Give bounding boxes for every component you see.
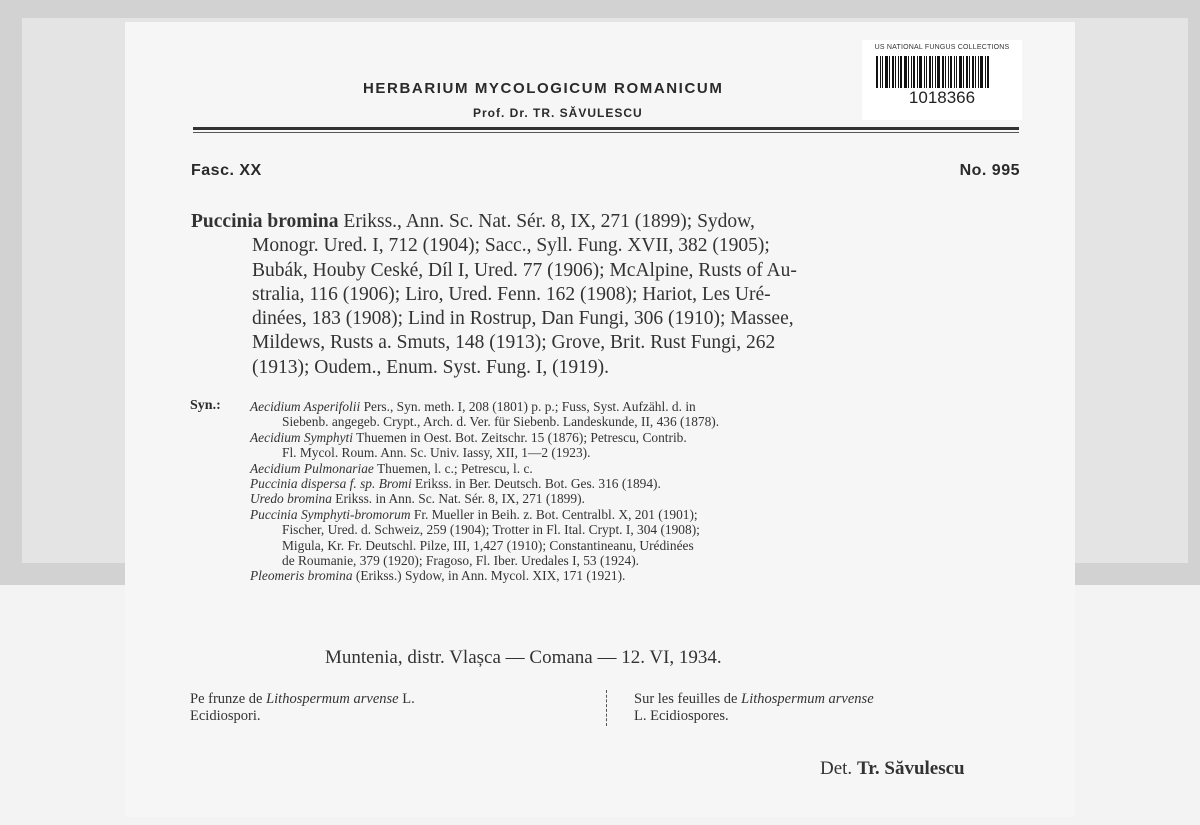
barcode-bar	[945, 56, 946, 88]
barcode-bar	[919, 56, 922, 88]
barcode-bar	[966, 56, 968, 88]
citation-line-7: (1913); Oudem., Enum. Syst. Fung. I, (1919).	[252, 356, 609, 378]
synonym-line	[250, 476, 1030, 491]
synonym-line	[250, 568, 1030, 583]
synonym-name: Puccinia dispersa f. sp. Bromi	[250, 476, 412, 492]
citation-line-4: stralia, 116 (1906); Liro, Ured. Fenn. 162 (1908); Hariot, Les Uré-	[252, 283, 771, 305]
taxon-name: Puccinia bromina	[191, 211, 339, 232]
synonym-text: Fr. Mueller in Beih. z. Bot. Centralbl. X, 201 (1901);	[410, 506, 698, 522]
host-text: Sur les feuilles de	[634, 691, 742, 707]
barcode-number: 1018366	[908, 88, 976, 107]
herbarium-title: HERBARIUM MYCOLOGICUM ROMANICUM	[363, 80, 724, 97]
determiner-name: Tr. Săvulescu	[856, 758, 965, 779]
barcode-bar	[908, 56, 909, 88]
citation-line-6: Mildews, Rusts a. Smuts, 148 (1913); Grove, Brit. Rust Fungi, 262	[252, 332, 776, 354]
determiner-prefix: Det.	[820, 758, 857, 779]
barcode-bar	[969, 56, 970, 88]
barcode-bar	[935, 56, 936, 88]
barcode-sticker	[862, 40, 1022, 120]
synonym-line: Fl. Mycol. Roum. Ann. Sc. Univ. Iassy, XII, 1—2 (1923).	[282, 445, 591, 461]
barcode-bar	[900, 56, 902, 88]
synonym-line	[250, 399, 1030, 414]
synonym-name: Aecidium Pulmonariae	[250, 460, 374, 476]
barcode-bar	[898, 56, 899, 88]
exsiccata-number: No. 995	[959, 162, 1020, 179]
barcode-bar	[972, 56, 974, 88]
barcode-bar	[876, 56, 878, 88]
barcode-bar	[950, 56, 952, 88]
host-line	[634, 691, 1034, 708]
barcode-bar	[904, 56, 907, 88]
synonym-line: Fischer, Ured. d. Schweiz, 259 (1904); Trotter in Fl. Ital. Crypt. I, 304 (1908);	[282, 522, 700, 538]
host-text: L.	[398, 691, 415, 707]
column-divider	[606, 690, 608, 726]
synonym-text: Thuemen, l. c.; Petrescu, l. c.	[373, 460, 533, 476]
synonym-text: Pers., Syn. meth. I, 208 (1801) p. p.; Fuss, Syst. Aufzähl. d. in	[360, 399, 696, 414]
barcode-bar	[987, 56, 989, 88]
barcode-bar	[959, 56, 962, 88]
barcode-bar	[911, 56, 912, 88]
synonym-line: Migula, Kr. Fr. Deutschl. Pilze, III, 1,427 (1910); Constantineanu, Urédinées	[282, 537, 694, 553]
barcode-bar	[980, 56, 983, 88]
barcode-bar	[978, 56, 979, 88]
synonym-name: Aecidium Symphyti	[250, 429, 353, 445]
barcode-caption: US NATIONAL FUNGUS COLLECTIONS	[874, 44, 1010, 51]
synonym-name: Uredo bromina	[250, 491, 332, 507]
barcode-bar	[975, 56, 976, 88]
barcode-bar	[963, 56, 964, 88]
host-line: Ecidiospori.	[190, 708, 261, 724]
citation-line-3: Bubák, Houby Ceské, Díl I, Ured. 77 (1906); McAlpine, Rusts of Au-	[252, 259, 797, 281]
citation-line-1	[191, 210, 1023, 234]
header-rule-thick	[193, 127, 1019, 130]
barcode-bar	[954, 56, 955, 88]
synonym-text: Erikss. in Ann. Sc. Nat. Sér. 8, IX, 271 (1899).	[331, 491, 585, 507]
header-rule-thin	[193, 132, 1019, 133]
host-plant-name: Lithospermum arvense	[266, 691, 399, 707]
barcode-bar	[948, 56, 949, 88]
host-text: Pe frunze de	[190, 691, 267, 707]
determiner	[820, 758, 1040, 780]
host-plant-name: Lithospermum arvense	[741, 691, 874, 707]
barcode-bar	[917, 56, 918, 88]
barcode-bar	[932, 56, 933, 88]
collection-locality: Muntenia, distr. Vlașca — Comana — 12. VI, 1934.	[325, 647, 722, 668]
host-line	[190, 691, 590, 708]
synonym-name: Pleomeris bromina	[250, 568, 353, 584]
citation-line-5: dinées, 183 (1908); Lind in Rostrup, Dan Fungi, 306 (1910); Massee,	[252, 308, 794, 330]
barcode-bar	[913, 56, 915, 88]
barcode-bar	[985, 56, 986, 88]
barcode-bar	[895, 56, 896, 88]
host-romanian	[190, 691, 590, 725]
barcode-bar	[929, 56, 931, 88]
barcode-bar	[880, 56, 881, 88]
synonyms-list	[250, 399, 1030, 584]
barcode-bar	[942, 56, 944, 88]
barcode-bar	[882, 56, 883, 88]
synonym-line	[250, 461, 1030, 476]
barcode-bar	[892, 56, 894, 88]
barcode-bar	[885, 56, 888, 88]
synonym-line: de Roumanie, 379 (1920); Fragoso, Fl. Iber. Uredales I, 53 (1924).	[282, 553, 640, 569]
host-french	[634, 691, 1034, 725]
synonym-line: Siebenb. angegeb. Crypt., Arch. d. Ver. für Siebenb. Landeskunde, II, 436 (1878).	[282, 414, 720, 430]
synonyms-label: Syn.:	[190, 398, 221, 413]
barcode-bar	[956, 56, 957, 88]
main-citation	[191, 210, 1023, 380]
synonym-name: Puccinia Symphyti-bromorum	[250, 506, 411, 522]
fascicle-number: Fasc. XX	[191, 162, 262, 179]
synonym-line	[250, 491, 1030, 506]
host-line: L. Ecidiospores.	[634, 708, 729, 724]
synonym-text: Thuemen in Oest. Bot. Zeitschr. 15 (1876); Petrescu, Contrib.	[353, 429, 687, 445]
synonym-name: Aecidium Asperifolii	[250, 399, 361, 414]
barcode-bar	[889, 56, 890, 88]
synonym-line	[250, 430, 1030, 445]
synonym-text: Erikss. in Ber. Deutsch. Bot. Ges. 316 (1894).	[411, 476, 661, 492]
barcode-bar	[937, 56, 940, 88]
herbarium-subtitle: Prof. Dr. TR. SĂVULESCU	[473, 106, 643, 120]
barcode-bar	[924, 56, 925, 88]
barcode-bars	[876, 56, 1008, 88]
citation-text: Erikss., Ann. Sc. Nat. Sér. 8, IX, 271 (1899); Sydow,	[338, 211, 755, 232]
barcode-bar	[926, 56, 927, 88]
synonym-text: (Erikss.) Sydow, in Ann. Mycol. XIX, 171 (1921).	[352, 568, 626, 584]
synonym-line	[250, 507, 1030, 522]
citation-line-2: Monogr. Ured. I, 712 (1904); Sacc., Syll. Fung. XVII, 382 (1905);	[252, 235, 770, 257]
